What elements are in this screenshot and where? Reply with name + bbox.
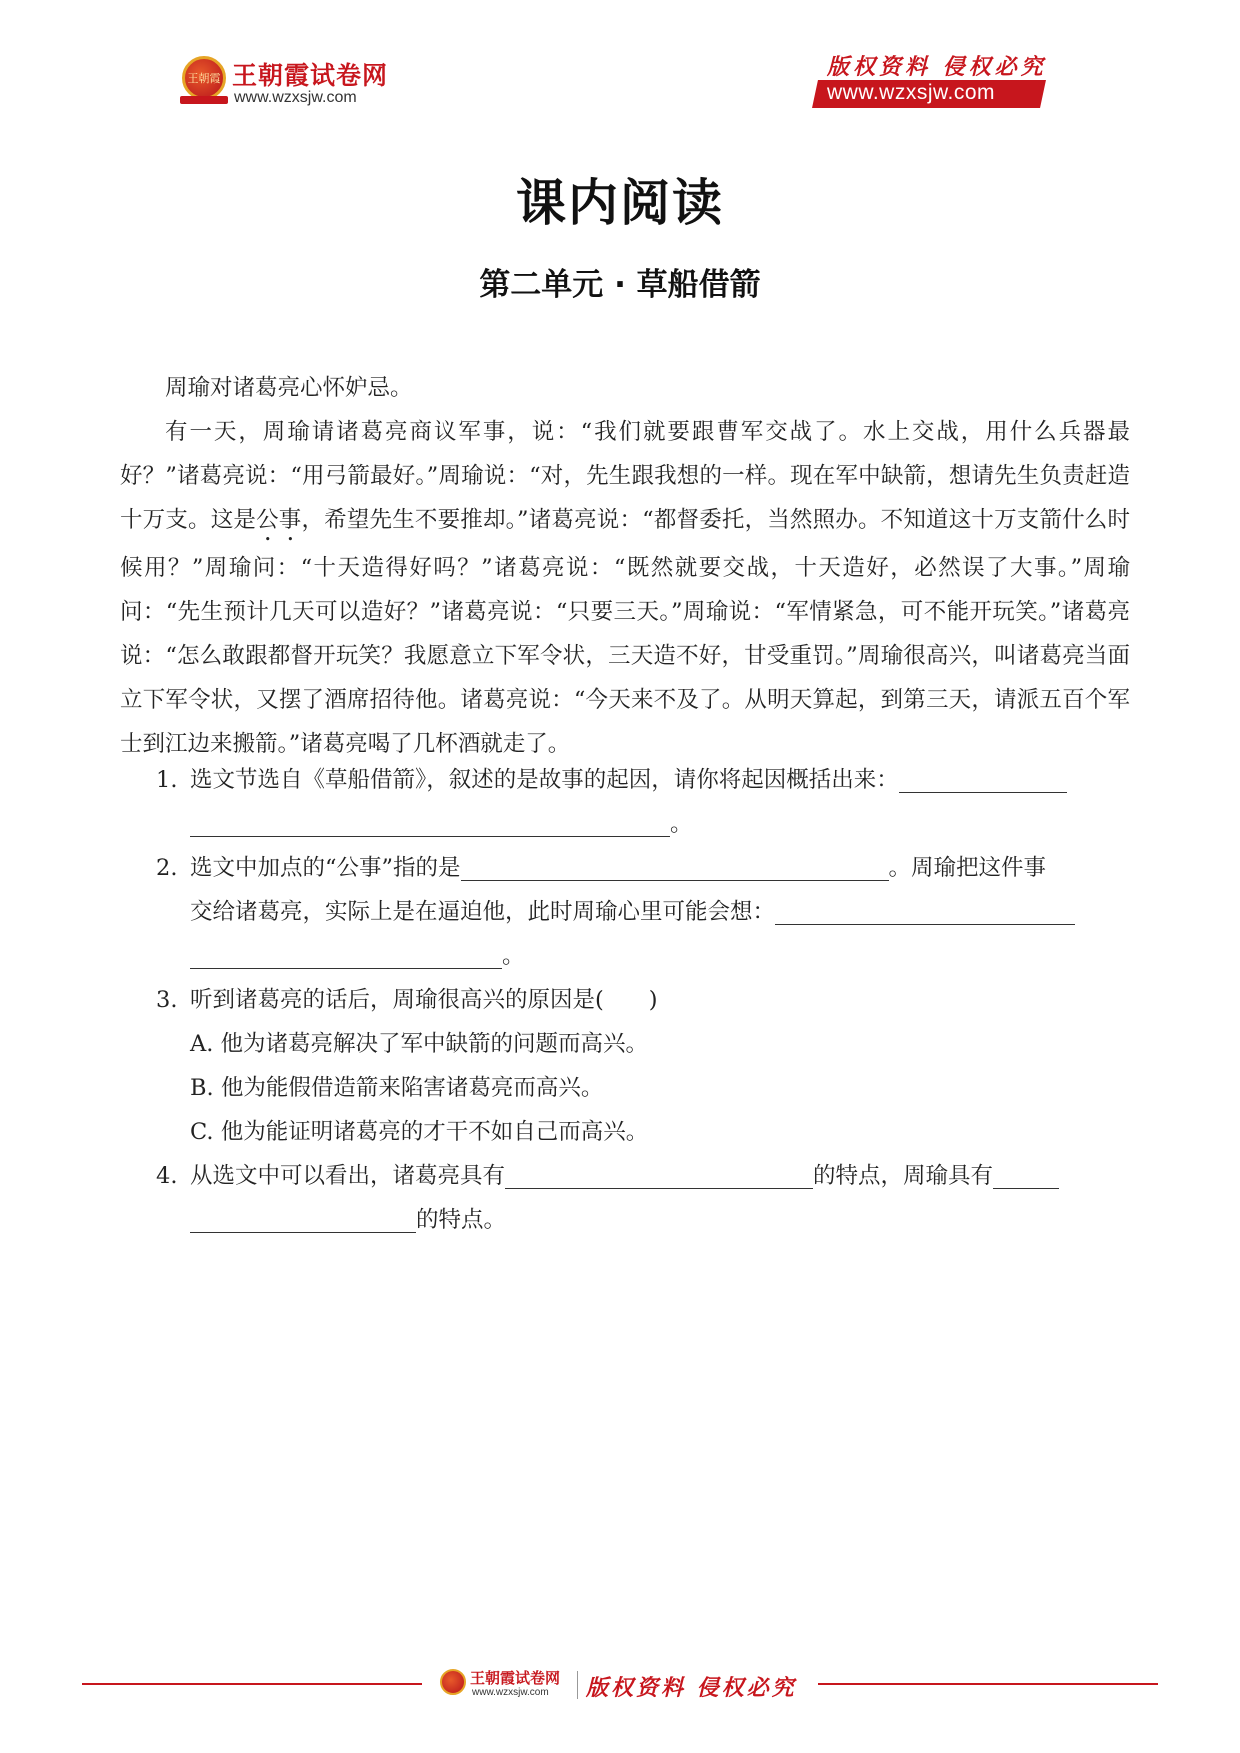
question-text: 选文中加点的“公事”指的是 xyxy=(190,855,461,881)
dotted-word: 公事 xyxy=(256,507,302,533)
copyright-block xyxy=(815,50,1045,110)
logo-name: 王朝霞试卷网 xyxy=(232,61,389,90)
footer-logo xyxy=(440,1667,800,1707)
seal-icon xyxy=(440,1669,466,1695)
reading-passage xyxy=(120,366,1130,766)
question-text: 。周瑜把这件事 xyxy=(888,855,1047,881)
footer-rule-right xyxy=(818,1683,1158,1685)
copyright-url: www.wzxsjw.com xyxy=(827,81,996,104)
option-b[interactable]: B. 他为能假借造箭来陷害诸葛亮而高兴。 xyxy=(190,1075,604,1101)
question-number: 2. xyxy=(156,855,178,881)
answer-blank[interactable] xyxy=(190,1202,416,1233)
header-logo xyxy=(182,56,412,116)
question-number: 1. xyxy=(156,767,178,793)
page-subtitle: 第二单元 · 草船借箭 xyxy=(479,267,761,303)
answer-blank[interactable] xyxy=(190,938,502,969)
page-title: 课内阅读 xyxy=(516,174,724,232)
option-a[interactable]: A. 他为诸葛亮解决了军中缺箭的问题而高兴。 xyxy=(190,1031,649,1057)
question-text: 听到诸葛亮的话后，周瑜很高兴的原因是( ) xyxy=(190,987,658,1013)
seal-icon: 王朝霞 xyxy=(182,56,226,100)
option-c[interactable]: C. 他为能证明诸葛亮的才干不如自己而高兴。 xyxy=(190,1119,649,1145)
question-list xyxy=(120,758,1130,1242)
question-text: 的特点，周瑜具有 xyxy=(813,1163,994,1189)
footer-copyright: 版权资料 侵权必究 xyxy=(586,1675,797,1701)
seal-ribbon xyxy=(180,96,228,104)
footer-rule-left xyxy=(82,1683,422,1685)
question-text: 交给诸葛亮，实际上是在逼迫他，此时周瑜心里可能会想： xyxy=(190,899,776,925)
answer-blank[interactable] xyxy=(505,1158,813,1189)
answer-blank[interactable] xyxy=(461,850,889,881)
answer-blank[interactable] xyxy=(190,806,670,837)
passage-paragraph-2 xyxy=(120,410,1130,766)
answer-blank[interactable] xyxy=(993,1158,1059,1189)
passage-paragraph-1: 周瑜对诸葛亮心怀妒忌。 xyxy=(165,375,413,401)
logo-url: www.wzxsjw.com xyxy=(234,89,357,106)
question-4 xyxy=(120,1154,1130,1242)
answer-blank[interactable] xyxy=(775,894,1075,925)
question-text: 选文节选自《草船借箭》，叙述的是故事的起因，请你将起因概括出来： xyxy=(190,767,899,793)
question-end: 。 xyxy=(670,811,693,837)
question-number: 4. xyxy=(156,1163,178,1189)
passage-text: ，希望先生不要推却。”诸葛亮说：“都督委托，当然照办。不知道这十万支箭什么时候用？”周瑜问：“十天造得好吗？”诸葛亮说：“既然就要交战，十天造好，必然误了大事。”周瑜问：“先生预计几天可以造好？”诸葛亮说：“只要三天。”周瑜说：“军情紧急，可不能开玩笑。”诸葛亮说：“怎么敢跟都督开玩笑？我愿意立下军令状，三天造不好，甘受重罚。”周瑜很高兴，叫诸葛亮当面立下军令状，又摆了酒席招待他。诸葛亮说：“今天来不及了。从明天算起，到第三天，请派五百个军士到江边来搬箭。”诸葛亮喝了几杯酒就走了。 xyxy=(120,507,1130,757)
question-3 xyxy=(120,978,1130,1022)
question-end: 。 xyxy=(502,943,525,969)
footer-logo-url: www.wzxsjw.com xyxy=(472,1687,549,1698)
footer-divider xyxy=(577,1671,578,1699)
question-1 xyxy=(120,758,1130,846)
copyright-text: 版权资料 侵权必究 xyxy=(827,54,1047,80)
question-2 xyxy=(120,846,1130,978)
question-text: 的特点。 xyxy=(416,1207,507,1233)
answer-blank[interactable] xyxy=(899,762,1067,793)
footer-logo-name: 王朝霞试卷网 xyxy=(470,1669,561,1687)
question-text: 从选文中可以看出，诸葛亮具有 xyxy=(190,1163,506,1189)
question-number: 3. xyxy=(156,987,178,1013)
passage-text: 有一天，周瑜请诸葛亮商议军事，说：“我们就要跟曹军交战了。水上交战，用什么兵器最好？”诸葛亮说：“用弓箭最好。”周瑜说：“对，先生跟我想的一样。现在军中缺箭，想请先生负责赶造十万支。这是 xyxy=(120,419,1130,533)
